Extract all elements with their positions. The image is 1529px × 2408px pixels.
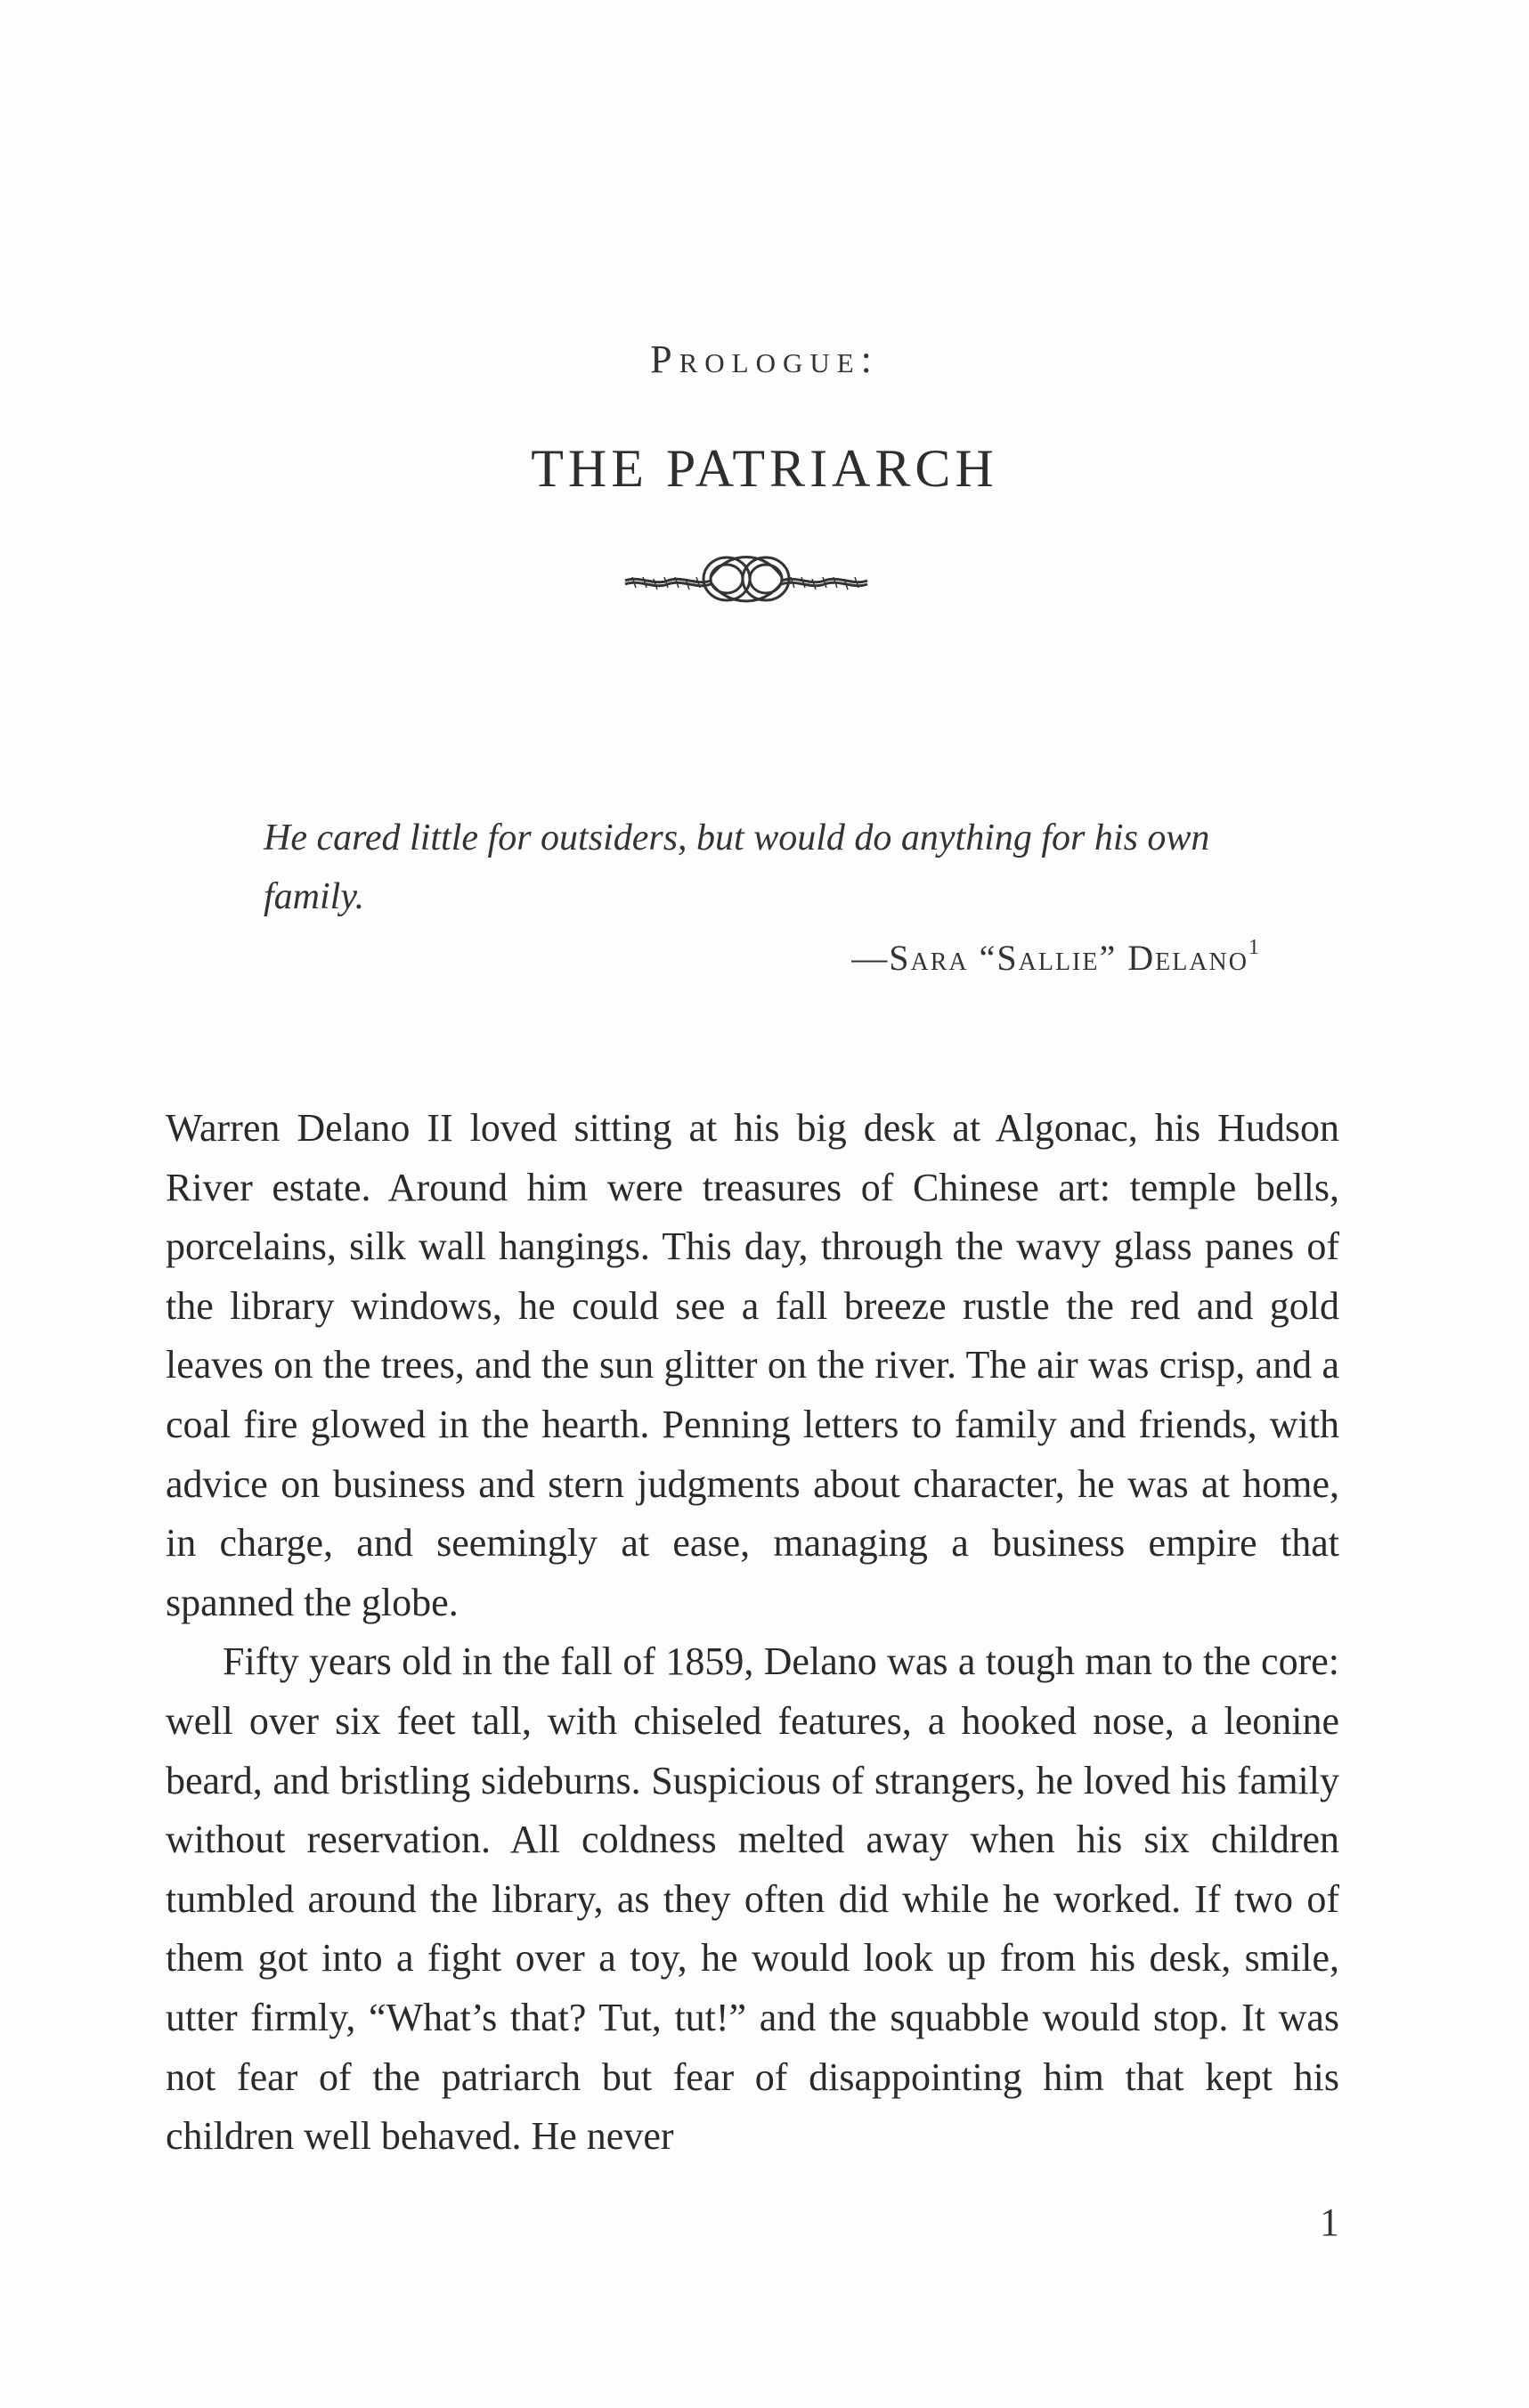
page-number: 1 [1320, 2201, 1339, 2244]
paragraph: Fifty years old in the fall of 1859, Delano was a tough man to the core: well over six feet tall, with chiseled features, a hooked nose, a leonine beard, and bristling sideburns. Suspicious of strangers, he loved his family without reservation. All coldness melted away when his six children tumbled around the library, as they often did while he worked. If two of them got into a fight over a toy, he would look up from his desk, smile, utter firmly, “What’s that? Tut, tut!” and the squabble would stop. It was not fear of the patriarch but fear of disappointing him that kept his children well behaved. He never [166, 1639, 1339, 2159]
epigraph-quote: He cared little for outsiders, but would do anything for his own family. [264, 818, 1210, 917]
footnote-reference[interactable]: 1 [1248, 936, 1259, 959]
body-text [166, 1099, 1339, 2167]
chapter-label: Prologue: [650, 338, 879, 381]
paragraph: Warren Delano II loved sitting at his big desk at Algonac, his Hudson River estate. Around him were treasures of Chinese art: temple bells, porcelains, silk wall hangings. This day, through the wavy glass panes of the library windows, he could see a fall breeze rustle the red and gold leaves on the trees, and the sun glitter on the river. The air was crisp, and a coal fire glowed in the hearth. Penning letters to family and friends, with advice on business and stern judgments about character, he was at home, in charge, and seemingly at ease, managing a business empire that spanned the globe. [166, 1106, 1339, 1624]
rope-knot-ornament-icon [622, 545, 871, 613]
chapter-title: THE PATRIARCH [531, 439, 998, 498]
attribution-name: —Sara “Sallie” Delano [851, 938, 1248, 978]
epigraph-attribution [851, 937, 1259, 979]
